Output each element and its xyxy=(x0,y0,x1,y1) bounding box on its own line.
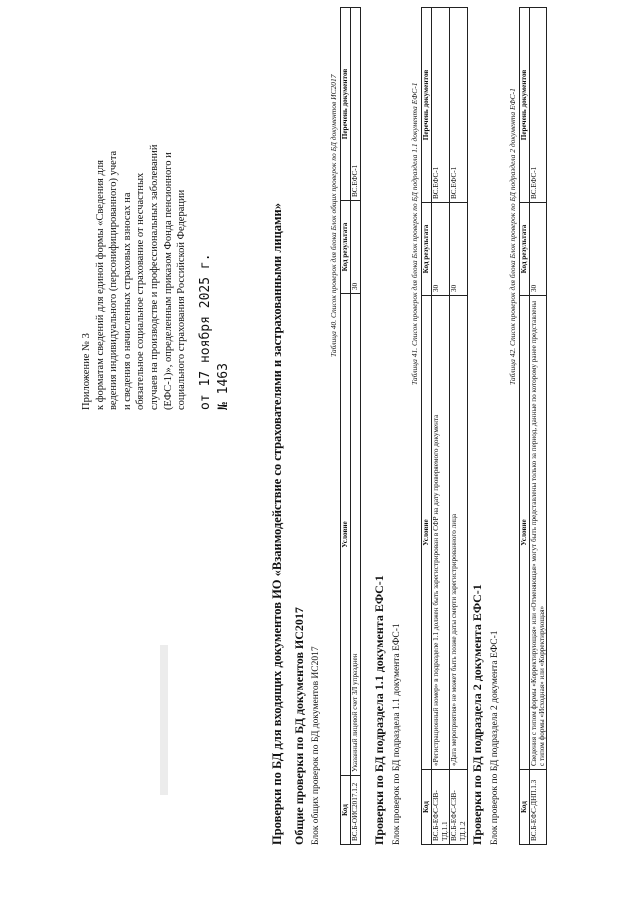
column-header: Перечень документов xyxy=(520,8,530,203)
column-header: Перечень документов xyxy=(422,8,432,203)
table-header-row xyxy=(341,8,351,845)
column-header: Код xyxy=(341,776,351,845)
checks-table xyxy=(421,7,468,845)
block-title: Блок проверок по БД подраздела 1.1 документа ЕФС-1 xyxy=(392,623,402,845)
column-header: Перечень документов xyxy=(341,8,351,201)
appendix-line: ведения индивидуального (персонифицированного) учета xyxy=(108,150,120,410)
appendix-line: (ЕФС-1)», определенным приказом Фонда пенсионного и xyxy=(162,152,174,410)
appendix-line: и сведения о начисленных страховых взносах на xyxy=(121,192,133,410)
column-header: Условие xyxy=(422,296,432,770)
table-caption: Таблица 40. Список проверок для блока Блок общих проверок по БД документов ИС2017 xyxy=(329,74,338,357)
appendix-line: социального страхования Российской Федерации xyxy=(176,189,188,410)
cell-condition: «Регистрационный номер» в подразделе 1.1 должен быть зарегистрирован в СФР на дату проверяемого документа xyxy=(432,296,450,770)
column-header: Код результата xyxy=(422,203,432,296)
column-header: Условие xyxy=(341,294,351,776)
column-header: Код результата xyxy=(341,201,351,294)
cell-documents: ВС.ЕФС-1 xyxy=(351,8,361,201)
cell-condition: «Дата мероприятия» не может быть позже даты смерти зарегистрированного лица xyxy=(450,296,468,770)
column-header: Условие xyxy=(520,296,530,770)
cell-code: ВС.Б-ЕФС-ДНП.1.3 xyxy=(530,770,547,845)
cell-result-code: 30 xyxy=(450,203,468,296)
checks-table xyxy=(519,7,547,845)
appendix-line: случаев на производстве и профессиональных заболеваний xyxy=(148,144,160,410)
cell-code: ВС.Б-ЕФС-СЗВ-ТД.1.1 xyxy=(432,770,450,845)
section-heading: Проверки по БД подраздела 2 документа ЕФС-1 xyxy=(470,584,484,845)
scan-artifact xyxy=(160,645,168,795)
cell-documents: ВС.ЕФС-1 xyxy=(450,8,468,203)
table-row xyxy=(450,8,468,845)
cell-result-code: 30 xyxy=(432,203,450,296)
block-title: Блок общих проверок по БД документов ИС2017 xyxy=(311,646,321,845)
cell-code: ВС.Б-ОИС2017.1.2 xyxy=(351,776,361,845)
cell-result-code: 30 xyxy=(351,201,361,294)
block-title: Блок проверок по БД подраздела 2 документа ЕФС-1 xyxy=(490,630,500,845)
table-caption: Таблица 41. Список проверок для блока Блок проверок по БД подраздела 1.1 документа ЕФС-1 xyxy=(410,82,419,385)
cell-documents: ВС.ЕФС-1 xyxy=(530,8,547,203)
table-row xyxy=(530,8,547,845)
cell-code: ВС.Б-ЕФС-СЗВ-ТД.1.2 xyxy=(450,770,468,845)
appendix-line: к форматам сведений для единой формы «Сведения для xyxy=(94,160,106,410)
order-date: от 17 ноября 2025 г. xyxy=(198,253,213,410)
cell-condition: Сведения с типом формы «Корректирующая» или «Отменяющая» могут быть представлены только за период, данные по которому ранее представлены с типом формы «Исходная» или «Корректирующая» xyxy=(530,296,547,770)
table-row xyxy=(351,8,361,845)
appendix-block xyxy=(80,10,189,410)
checks-table xyxy=(340,7,361,845)
table-caption: Таблица 42. Список проверок для блока Блок проверок по БД подраздела 2 документа ЕФС-1 xyxy=(508,88,517,385)
cell-result-code: 30 xyxy=(530,203,547,296)
column-header: Код xyxy=(520,770,530,845)
table-header-row xyxy=(520,8,530,845)
section-heading: Общие проверки по БД документов ИС2017 xyxy=(292,607,306,845)
table-header-row xyxy=(422,8,432,845)
appendix-line: обязательное социальное страхование от несчастных xyxy=(135,172,147,410)
main-heading: Проверки по БД для входящих документов ИО «Взаимодействие со страхователями и застрахованными лицами» xyxy=(270,203,284,845)
table-row xyxy=(432,8,450,845)
column-header: Код xyxy=(422,770,432,845)
section-heading: Проверки по БД подраздела 1.1 документа ЕФС-1 xyxy=(372,575,386,845)
cell-documents: ВС.ЕФС-1 xyxy=(432,8,450,203)
cell-condition: Указанный лицевой счет ЗЛ упразднен xyxy=(351,294,361,776)
order-number: № 1463 xyxy=(216,363,231,410)
column-header: Код результата xyxy=(520,203,530,296)
appendix-line: Приложение № 3 xyxy=(81,333,92,410)
